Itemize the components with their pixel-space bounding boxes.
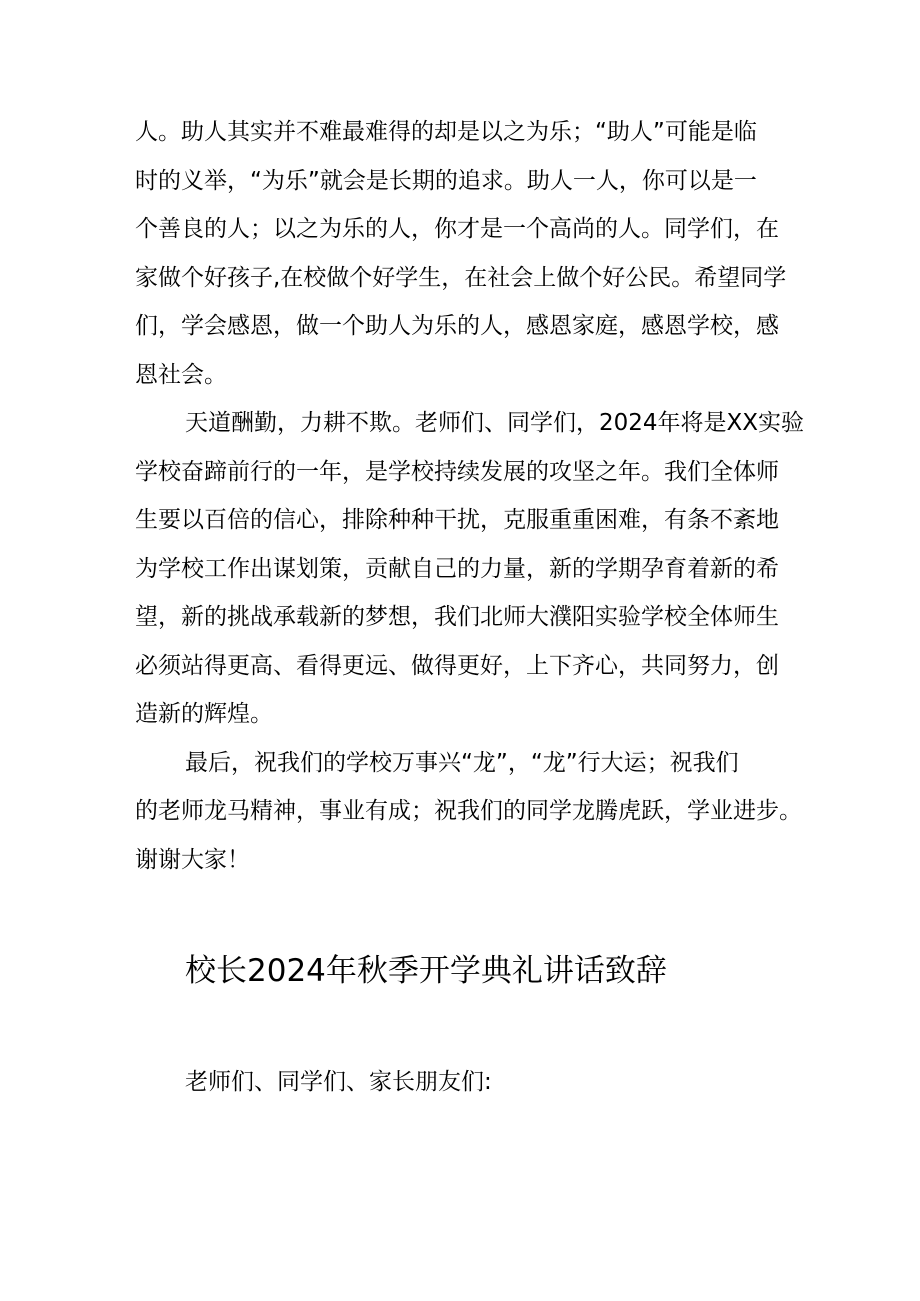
paragraph-line: 的老师龙马精神，事业有成；祝我们的同学龙腾虎跃，学业进步。 — [135, 798, 802, 824]
paragraph-line: 为学校工作出谋划策，贡献自己的力量，新的学期孕育着新的希 — [135, 555, 779, 582]
paragraph-line: 造新的辉煌。 — [135, 701, 273, 727]
section-heading: 校长2024年秋季开学典礼讲话致辞 — [185, 953, 667, 989]
paragraph-line: 必须站得更高、看得更远、做得更好，上下齐心，共同努力，创 — [135, 652, 779, 679]
paragraph-line: 恩社会。 — [135, 361, 227, 388]
paragraph-line: 人。助人其实并不难最难得的却是以之为乐；“助人”可能是临 — [135, 119, 757, 145]
paragraph-2 — [135, 399, 805, 739]
paragraph-line: 最后，祝我们的学校万事兴“龙”，“龙”行大运；祝我们 — [185, 749, 739, 776]
paragraph-line: 生要以百倍的信心，排除种种干扰，克服重重困难，有条不紊地 — [135, 507, 779, 533]
paragraph-line: 望，新的挑战承载新的梦想，我们北师大濮阳实验学校全体师生 — [135, 604, 779, 630]
paragraph-line: 个善良的人；以之为乐的人，你才是一个高尚的人。同学们，在 — [135, 216, 779, 242]
paragraph-line: 谢谢大家！ — [135, 846, 250, 873]
salutation: 老师们、同学们、家长朋友们: — [185, 1069, 492, 1095]
paragraph-1 — [135, 108, 795, 399]
paragraph-line: 时的义举，“为乐”就会是长期的追求。助人一人，你可以是一 — [135, 167, 757, 194]
paragraph-line: 们，学会感恩，做一个助人为乐的人，感恩家庭，感恩学校，感 — [135, 313, 779, 339]
paragraph-line: 学校奋蹄前行的一年，是学校持续发展的攻坚之年。我们全体师 — [135, 458, 779, 485]
paragraph-line: 家做个好孩子,在校做个好学生，在社会上做个好公民。希望同学 — [135, 264, 787, 291]
paragraph-line: 天道酬勤，力耕不欺。老师们、同学们，2024年将是XX实验 — [185, 410, 805, 436]
speech-body — [135, 108, 805, 884]
paragraph-3 — [135, 739, 802, 885]
